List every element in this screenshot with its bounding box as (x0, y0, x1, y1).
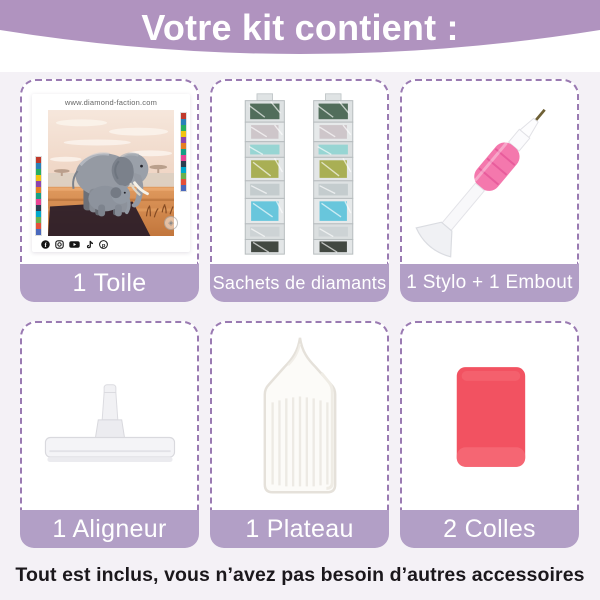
card-label-aligneur: 1 Aligneur (20, 510, 199, 548)
canvas-url-text: www.diamond-faction.com (64, 98, 158, 107)
aligner-tool-image (22, 323, 197, 510)
watermark-badge: ◈ (164, 216, 178, 230)
card-image-colles (400, 321, 579, 510)
social-icons-row (41, 240, 108, 249)
kit-item-card-toile (20, 79, 199, 302)
card-image-aligneur (20, 321, 199, 510)
kit-item-card-colles (400, 321, 579, 548)
card-label-sachets: Sachets de diamants (210, 264, 389, 302)
card-label-stylo: 1 Stylo + 1 Embout (400, 264, 579, 302)
page-title: Votre kit contient : (141, 7, 459, 48)
card-image-toile (20, 79, 199, 264)
card-label-toile: 1 Toile (20, 264, 199, 302)
card-label-colles: 2 Colles (400, 510, 579, 548)
tiktok-icon (85, 240, 94, 249)
card-label-plateau: 1 Plateau (210, 510, 389, 548)
kit-item-card-stylo (400, 79, 579, 302)
footer-note: Tout est inclus, vous n’avez pas besoin d’autres accessoires (15, 564, 585, 586)
card-image-stylo (400, 79, 579, 264)
diamond-bags-image (212, 81, 387, 264)
svg-text:p: p (101, 242, 106, 249)
sorting-tray-image (212, 323, 387, 510)
svg-text:f: f (44, 242, 47, 249)
youtube-icon (69, 240, 80, 249)
canvas-sheet (32, 94, 190, 252)
kit-item-card-sachets (210, 79, 389, 302)
facebook-icon (41, 240, 50, 249)
kit-item-card-plateau (210, 321, 389, 548)
color-legend-strip-left (35, 156, 42, 236)
pinterest-icon (99, 240, 108, 249)
color-legend-strip-right (180, 112, 187, 192)
kit-grid (20, 79, 579, 548)
elephant-artwork (48, 110, 174, 236)
card-image-sachets (210, 79, 389, 264)
diamond-pen-image (402, 81, 577, 264)
kit-content-section (0, 72, 600, 600)
instagram-icon (55, 240, 64, 249)
kit-item-card-aligneur (20, 321, 199, 548)
card-image-plateau (210, 321, 389, 510)
wax-glue-image (402, 323, 577, 510)
